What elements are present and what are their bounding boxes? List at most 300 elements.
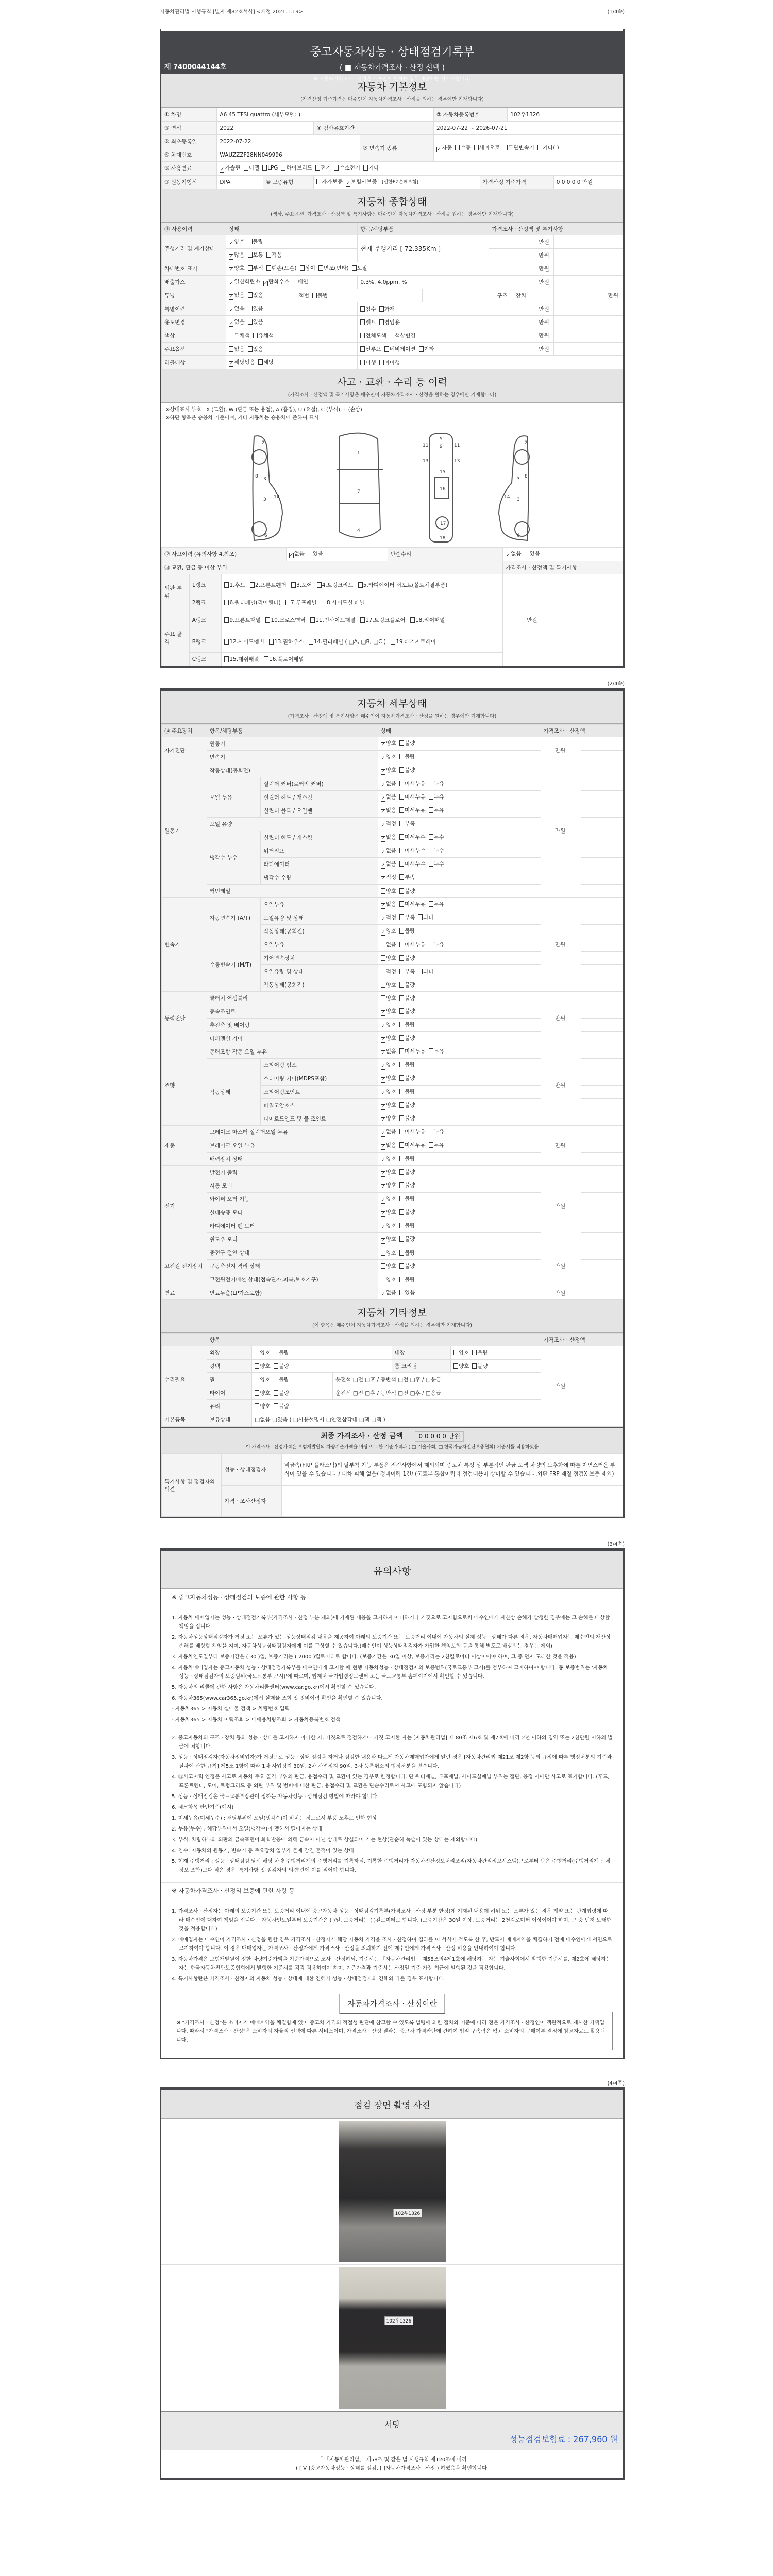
item-state xyxy=(378,1005,541,1019)
checkbox-icon[interactable] xyxy=(224,582,229,588)
item-state xyxy=(378,1019,541,1032)
checkbox-icon[interactable] xyxy=(269,639,274,645)
part-option xyxy=(285,600,317,606)
checkbox-icon[interactable] xyxy=(399,1142,404,1148)
checkbox-icon[interactable] xyxy=(381,969,385,974)
checkbox-icon[interactable] xyxy=(399,888,404,894)
checkbox-icon[interactable] xyxy=(399,781,404,786)
option-label: 양호 xyxy=(260,1350,271,1356)
checkbox-icon[interactable] xyxy=(399,914,404,920)
notes-list-2 xyxy=(172,1734,613,1882)
checkbox-icon[interactable] xyxy=(285,600,290,605)
checkbox-icon[interactable] xyxy=(472,1350,477,1355)
checkbox-icon[interactable] xyxy=(399,807,404,813)
option-label: 도말 xyxy=(357,265,368,272)
item-state xyxy=(378,1112,541,1126)
checkbox-icon[interactable] xyxy=(248,265,253,271)
checkbox-checked-icon[interactable]: ✓ xyxy=(381,1238,385,1243)
price-note xyxy=(581,1005,623,1019)
checkbox-checked-icon[interactable]: ✓ xyxy=(381,1010,385,1015)
checkbox-icon[interactable] xyxy=(399,1022,404,1027)
checkbox-checked-icon[interactable]: ✓ xyxy=(506,553,510,558)
checkbox-icon[interactable] xyxy=(399,1048,404,1054)
label: 휠 xyxy=(207,1373,252,1386)
checkbox-option xyxy=(381,794,396,800)
checkbox-icon[interactable] xyxy=(418,969,423,974)
checkbox-icon[interactable] xyxy=(399,1263,404,1269)
checkbox-checked-icon[interactable]: ✓ xyxy=(381,863,385,868)
checkbox-icon[interactable] xyxy=(229,346,233,352)
checkbox-icon[interactable] xyxy=(399,901,404,907)
checkbox-option xyxy=(229,333,249,339)
checkbox-icon[interactable] xyxy=(266,265,271,271)
checkbox-option xyxy=(363,165,379,171)
checkbox-option xyxy=(300,265,315,272)
checkbox-icon[interactable] xyxy=(229,333,233,338)
checkbox-checked-icon[interactable]: ✓ xyxy=(229,241,233,246)
checkbox-checked-icon[interactable]: ✓ xyxy=(220,167,224,172)
checkbox-icon[interactable] xyxy=(360,333,365,338)
wheel-position: 운전석 □전 □후 / 동반석 □전 □후 / □응급 xyxy=(333,1373,541,1386)
checkbox-option xyxy=(399,1250,415,1256)
checkbox-icon[interactable] xyxy=(352,265,357,271)
checkbox-icon[interactable] xyxy=(399,861,404,867)
checkbox-icon[interactable] xyxy=(455,145,460,150)
option-label: 있음 xyxy=(253,306,263,312)
checkbox-icon[interactable] xyxy=(399,1277,404,1282)
item-state xyxy=(378,938,541,952)
price-note xyxy=(581,1153,623,1166)
item-state xyxy=(378,1219,541,1233)
checkbox-option xyxy=(381,1008,396,1014)
checkbox-option xyxy=(399,1129,426,1135)
checkbox-icon[interactable] xyxy=(537,145,542,150)
checkbox-checked-icon[interactable]: ✓ xyxy=(381,1144,385,1149)
price-note xyxy=(581,1179,623,1193)
checkbox-checked-icon[interactable]: ✓ xyxy=(381,903,385,908)
option-label: 불량 xyxy=(405,1062,415,1068)
checkbox-icon[interactable] xyxy=(248,239,253,244)
checkbox-option xyxy=(248,292,263,298)
checkbox-checked-icon[interactable]: ✓ xyxy=(381,836,385,841)
note-item: 2. 매매업자는 매수인이 가격조사 · 산정을 원할 경우 가격조사 · 산정자가 해당 자동차 가격을 조사 · 산정하여 결과를 이 서식에 적도록 한 후, 반드시 매매계약을 체결하기 전에 매수인에게 서면으로 고지하여야 합니다. 이 경우 매매업자는 가격조사 · 산정자에게 가격조사 · 산정을 의뢰하기 전에 매수인에게 가격조사 · 산정 비용을 안내하여야 합니다. xyxy=(172,1937,613,1952)
option-label: 수소전기 xyxy=(339,165,361,171)
license-plate: 102우1326 xyxy=(384,2316,414,2325)
checkbox-icon[interactable] xyxy=(399,754,404,759)
photo-row xyxy=(161,2119,623,2265)
checkbox-icon[interactable] xyxy=(358,582,363,588)
part-label: 18.리어패널 xyxy=(415,617,445,623)
option-label: 전기 xyxy=(321,165,331,171)
checkbox-icon[interactable] xyxy=(334,165,339,171)
checkbox-icon[interactable] xyxy=(384,346,389,352)
checkbox-icon[interactable] xyxy=(310,617,315,623)
checkbox-icon[interactable] xyxy=(453,1350,458,1355)
checkbox-checked-icon[interactable]: ✓ xyxy=(381,1198,385,1203)
checkbox-icon[interactable] xyxy=(293,279,297,284)
checkbox-checked-icon[interactable]: ✓ xyxy=(381,809,385,815)
checkbox-option xyxy=(293,279,308,285)
price-note xyxy=(553,343,623,356)
checkbox-icon[interactable] xyxy=(309,639,313,645)
price-note xyxy=(581,777,623,791)
checkbox-icon[interactable] xyxy=(399,1102,404,1108)
checkbox-checked-icon[interactable]: ✓ xyxy=(381,1024,385,1029)
checkbox-icon[interactable] xyxy=(244,165,248,171)
checkbox-icon[interactable] xyxy=(318,265,323,271)
checkbox-checked-icon[interactable]: ✓ xyxy=(381,917,385,922)
item-label: 스티어링 펌프 xyxy=(261,1059,378,1072)
checkbox-icon[interactable] xyxy=(381,1263,385,1269)
notes-list-1 xyxy=(172,1606,613,1732)
checkbox-option xyxy=(220,165,240,171)
checkbox-checked-icon[interactable]: ✓ xyxy=(381,769,385,774)
checkbox-icon[interactable] xyxy=(274,1390,278,1396)
option-label: 이행 xyxy=(365,360,376,366)
checkbox-checked-icon[interactable]: ✓ xyxy=(381,796,385,801)
checkbox-checked-icon[interactable]: ✓ xyxy=(264,281,268,286)
option-label: 세미오토 xyxy=(479,145,500,151)
option-label: 장치 xyxy=(515,293,527,299)
registration-number: 102우1326 xyxy=(508,108,623,122)
checkbox-icon[interactable] xyxy=(255,1350,259,1355)
note-item: - 자동차365 > 자동차 실매물 검색 > 차량번호 입력 xyxy=(172,1706,290,1712)
checkbox-icon[interactable] xyxy=(399,982,404,988)
checkbox-icon[interactable] xyxy=(379,319,384,325)
checkbox-icon[interactable] xyxy=(474,145,479,150)
checkbox-icon[interactable] xyxy=(322,600,326,605)
option-label: 양호 xyxy=(385,1209,397,1215)
column-header: 가격조사 · 산정액 xyxy=(541,725,623,737)
checkbox-icon[interactable] xyxy=(429,1142,433,1148)
checkbox-icon[interactable] xyxy=(255,1390,259,1396)
checkbox-icon[interactable] xyxy=(391,639,395,645)
checkbox-icon[interactable] xyxy=(418,914,423,920)
checkbox-icon[interactable] xyxy=(274,1377,278,1382)
checkbox-checked-icon[interactable]: ✓ xyxy=(381,1171,385,1176)
checkbox-checked-icon[interactable]: ✓ xyxy=(381,1211,385,1216)
checkbox-checked-icon[interactable]: ✓ xyxy=(229,361,233,366)
checkbox-checked-icon[interactable]: ✓ xyxy=(381,1104,385,1109)
checkbox-icon[interactable] xyxy=(429,942,433,947)
notes-subtitle: ※ 중고자동차성능 · 상태점검의 보증에 관한 사항 등 xyxy=(161,1589,623,1606)
checkbox-checked-icon[interactable]: ✓ xyxy=(381,1050,385,1056)
option-label: 과다 xyxy=(423,914,434,921)
checkbox-icon[interactable] xyxy=(224,639,229,645)
checkbox-icon[interactable] xyxy=(264,656,268,662)
option-label: 양호 xyxy=(385,1089,397,1095)
note-item: 2. 중고자동차의 구조 · 장치 등의 성능 · 상태를 고지하지 아니한 자, 거짓으로 점검하거나 거짓 고지한 자는 [자동차관리법] 제 80조 제6호 및 제7호에 따라 2년 이하의 징역 또는 2천만원 이하의 벌금에 처합니다. xyxy=(172,1735,613,1750)
checkbox-icon[interactable] xyxy=(250,582,255,588)
checkbox-icon[interactable] xyxy=(224,656,229,662)
checkbox-icon[interactable] xyxy=(248,346,253,352)
checkbox-icon[interactable] xyxy=(429,794,433,800)
checkbox-icon[interactable] xyxy=(399,834,404,840)
checkbox-option xyxy=(399,767,415,773)
checkbox-icon[interactable] xyxy=(429,834,433,840)
checkbox-icon[interactable] xyxy=(399,1035,404,1041)
checkbox-icon[interactable] xyxy=(253,333,258,338)
checkbox-icon[interactable] xyxy=(492,293,496,298)
checkbox-icon[interactable] xyxy=(399,794,404,800)
checkbox-icon[interactable] xyxy=(399,1062,404,1067)
option-label: 미세누유 xyxy=(405,1142,426,1148)
checkbox-checked-icon[interactable]: ✓ xyxy=(381,850,385,855)
checkbox-icon[interactable] xyxy=(266,252,271,258)
checkbox-checked-icon[interactable]: ✓ xyxy=(229,281,233,286)
checkbox-icon[interactable] xyxy=(399,1236,404,1242)
checkbox-icon[interactable] xyxy=(360,306,365,312)
item-label: 구동축전지 격리 상태 xyxy=(207,1260,378,1273)
checkbox-checked-icon[interactable]: ✓ xyxy=(437,147,441,152)
checkbox-icon[interactable] xyxy=(429,1129,433,1134)
checkbox-icon[interactable] xyxy=(525,551,529,556)
checkbox-icon[interactable] xyxy=(255,1363,259,1369)
checkbox-icon[interactable] xyxy=(258,359,263,365)
checkbox-checked-icon[interactable]: ✓ xyxy=(381,783,385,788)
device-group: 연료 xyxy=(162,1286,207,1300)
definition-text: ※ "가격조사 · 산정"은 소비자가 매매계약을 체결함에 있어 중고차 가격의 적절성 판단에 참고할 수 있도록 법령에 의한 절차와 기준에 따라 전문 가격조사 · 산정인이 객관적으로 제시한 가액입니다. 따라서 "가격조사 · 산정"은 소비자의 자율적 선택에 따른 서비스이며, 가격조사 · 산정 결과는 중고차 가격판단에 관하여 법적 구속력은 없고 소비자의 구매여부 결정에 참고자료로 활용됩니다. xyxy=(176,2020,606,2043)
checkbox-icon[interactable] xyxy=(360,346,365,352)
legend-symbols: ※상태표시 부호 : X (교환), W (판금 또는 용접), A (흠집), U (요철), C (부식), T (손상) xyxy=(165,407,362,413)
checkbox-icon[interactable] xyxy=(308,551,312,556)
checkbox-icon[interactable] xyxy=(381,1250,385,1256)
checkbox-option xyxy=(453,1350,469,1356)
checkbox-icon[interactable] xyxy=(381,955,385,961)
price-note xyxy=(581,1045,623,1059)
price-note xyxy=(581,1246,623,1260)
checkbox-checked-icon[interactable]: ✓ xyxy=(381,1184,385,1190)
svg-text:16: 16 xyxy=(440,487,446,492)
checkbox-checked-icon[interactable]: ✓ xyxy=(381,1131,385,1136)
checkbox-checked-icon[interactable]: ✓ xyxy=(381,1158,385,1163)
gloss-state xyxy=(252,1360,392,1373)
option-label: 불량 xyxy=(405,1250,415,1256)
appraisal-definition xyxy=(172,1999,613,2050)
checkbox-icon[interactable] xyxy=(255,1377,259,1382)
checkbox-icon[interactable] xyxy=(262,165,267,171)
checkbox-option xyxy=(381,807,396,814)
checkbox-icon[interactable] xyxy=(379,306,384,312)
license-plate: 102우1326 xyxy=(393,2209,423,2217)
checkbox-icon[interactable] xyxy=(274,1363,278,1369)
checkbox-icon[interactable] xyxy=(399,1008,404,1014)
item-label: 파워고압호스 xyxy=(261,1099,378,1112)
detail-status-header xyxy=(161,691,623,724)
checkbox-icon[interactable] xyxy=(429,1048,433,1054)
note-item: 3. 자동차가격은 보험개발원이 정한 차량기준가액을 기준가격으로 조사 · 산정하되, 기준서는 「자동차관리법」 제58조의4제1호에 해당하는 자는 기술사회에서 발행한 기준서를, 제2호에 해당하는 자는 한국자동차진단보증협회에서 발행한 기준서를 각각 적용하여야 하며, 기준가격과 기준서는 산정일 기준 가장 최근에 발행된 것을 적용합니다. xyxy=(172,1957,611,1971)
option-label: 불량 xyxy=(405,928,415,934)
part-label: 7.루프패널 xyxy=(291,600,317,606)
checkbox-icon[interactable] xyxy=(399,740,404,746)
checkbox-option xyxy=(381,942,396,948)
checkbox-icon[interactable] xyxy=(381,995,385,1001)
checkbox-icon[interactable] xyxy=(390,333,394,338)
option-label: 양호 xyxy=(260,1403,271,1410)
checkbox-icon[interactable] xyxy=(503,145,508,150)
checkbox-option xyxy=(381,1277,396,1283)
checkbox-icon[interactable] xyxy=(315,165,320,171)
price-note xyxy=(581,925,623,938)
checkbox-checked-icon[interactable]: ✓ xyxy=(229,321,233,326)
checkbox-icon[interactable] xyxy=(399,1250,404,1256)
checkbox-icon[interactable] xyxy=(224,617,229,623)
item-label: 냉각수 수량 xyxy=(261,871,378,885)
checkbox-icon[interactable] xyxy=(429,781,433,786)
checkbox-checked-icon[interactable]: ✓ xyxy=(381,1077,385,1082)
checkbox-icon[interactable] xyxy=(419,346,424,352)
car-top-icon xyxy=(337,433,383,538)
checkbox-icon[interactable] xyxy=(511,293,515,298)
checkbox-icon[interactable] xyxy=(399,1209,404,1215)
checkbox-option xyxy=(381,1048,396,1055)
price-note xyxy=(581,1072,623,1086)
checkbox-option xyxy=(381,955,396,961)
checkbox-icon[interactable] xyxy=(453,1363,458,1369)
option-label: 불량 xyxy=(278,1363,289,1369)
checkbox-checked-icon[interactable]: ✓ xyxy=(381,742,385,748)
checkbox-icon[interactable] xyxy=(429,807,433,813)
checkbox-icon[interactable] xyxy=(316,179,321,184)
checkbox-option xyxy=(399,995,415,1002)
checkbox-icon[interactable] xyxy=(312,293,317,298)
checkbox-icon[interactable] xyxy=(399,1156,404,1161)
transmission-options xyxy=(434,135,623,162)
checkbox-checked-icon[interactable]: ✓ xyxy=(289,553,294,558)
checkbox-icon[interactable] xyxy=(317,582,322,588)
checkbox-icon[interactable] xyxy=(429,861,433,867)
checkbox-icon[interactable] xyxy=(381,982,385,988)
checkbox-icon[interactable] xyxy=(399,1182,404,1188)
checkbox-icon[interactable] xyxy=(429,901,433,907)
option-label: 누유 xyxy=(433,901,444,907)
checkbox-icon[interactable] xyxy=(265,617,270,623)
label: 외장 xyxy=(207,1346,252,1360)
checkbox-icon[interactable] xyxy=(399,848,404,853)
checkbox-icon[interactable] xyxy=(294,293,298,298)
option-label: 미세누유 xyxy=(405,1048,426,1055)
label: 타이어 xyxy=(207,1386,252,1400)
note-item: 4. ⑫사고이력 인정은 사고로 자동차 주요 골격 부위의 판금, 용접수리 및 교환이 있는 경우로 한정합니다. 단 쿼터패널, 루프패널, 사이드실패널 부위는 절단, 용접 시에만 사고로 표기합니다. (후드, 프론트펜더, 도어, 트렁크리드 등 외판 부위 및 범퍼에 대한 판금, 용접수리 및 교환은 단순수리로서 사고에 포함되지 않습니다) xyxy=(172,1774,610,1789)
checkbox-option xyxy=(379,306,395,312)
checkbox-icon[interactable] xyxy=(399,1223,404,1228)
price-note xyxy=(581,885,623,898)
checkbox-icon[interactable] xyxy=(399,1115,404,1121)
checkbox-option xyxy=(381,1156,396,1162)
checkbox-icon[interactable] xyxy=(399,928,404,934)
price-note xyxy=(581,1112,623,1126)
checkbox-checked-icon[interactable]: ✓ xyxy=(381,1037,385,1042)
item-state xyxy=(378,818,541,831)
checkbox-icon[interactable] xyxy=(255,1403,259,1409)
checkbox-icon[interactable] xyxy=(399,1075,404,1081)
checkbox-checked-icon[interactable]: ✓ xyxy=(346,181,350,186)
checkbox-icon[interactable] xyxy=(360,319,365,325)
checkbox-icon[interactable] xyxy=(274,1350,278,1355)
checkbox-icon[interactable] xyxy=(410,617,415,623)
label: 수리필요 xyxy=(162,1346,207,1413)
checkbox-icon[interactable] xyxy=(360,360,365,365)
checkbox-checked-icon[interactable]: ✓ xyxy=(381,823,385,828)
checkbox-checked-icon[interactable]: ✓ xyxy=(229,308,233,313)
checkbox-option xyxy=(248,306,263,312)
notes-subtitle: ※ 자동차가격조사 · 산정의 보증에 관한 사항 등 xyxy=(161,1882,623,1900)
checkbox-icon[interactable] xyxy=(224,600,229,605)
checkbox-icon[interactable] xyxy=(399,1290,404,1295)
checkbox-icon[interactable] xyxy=(399,1169,404,1175)
checkbox-checked-icon[interactable]: ✓ xyxy=(381,1091,385,1096)
checkbox-icon[interactable] xyxy=(399,821,404,826)
checkbox-checked-icon[interactable]: ✓ xyxy=(381,1117,385,1123)
checkbox-icon[interactable] xyxy=(248,306,253,311)
checkbox-icon[interactable] xyxy=(429,848,433,853)
checkbox-option xyxy=(229,239,244,245)
price-note xyxy=(581,1233,623,1246)
checkbox-checked-icon[interactable]: ✓ xyxy=(229,254,233,259)
price-note xyxy=(581,952,623,965)
label: ⑧ 사용연료 xyxy=(162,162,217,175)
checkbox-icon[interactable] xyxy=(300,265,305,271)
checkbox-icon[interactable] xyxy=(363,165,368,171)
checkbox-icon[interactable] xyxy=(381,888,385,894)
tire-state xyxy=(252,1386,333,1400)
checkbox-icon[interactable] xyxy=(248,292,253,298)
checkbox-icon[interactable] xyxy=(360,617,365,623)
checkbox-option xyxy=(360,306,376,312)
checkbox-checked-icon[interactable]: ✓ xyxy=(381,1064,385,1069)
checkbox-option xyxy=(229,306,244,312)
checkbox-icon[interactable] xyxy=(399,1089,404,1094)
checkbox-icon[interactable] xyxy=(379,360,384,365)
checkbox-icon[interactable] xyxy=(399,1129,404,1134)
checkbox-checked-icon[interactable]: ✓ xyxy=(381,756,385,761)
option-label: 부족 xyxy=(405,874,415,880)
checkbox-icon[interactable] xyxy=(281,165,285,171)
checkbox-icon[interactable] xyxy=(248,319,253,325)
option-label: 누수 xyxy=(433,834,444,840)
checkbox-icon[interactable] xyxy=(472,1363,477,1369)
note-item: 3. 성능 · 상태점검자(자동차정비업자)가 거짓으로 성능 · 상태 점검을 하거나 점검한 내용과 다르게 자동차매매업자에게 알린 경우 [자동차관리법 제21조 제2항 등의 규정에 따른 행정처분의 기준과 절차에 관한 규칙] 제5조 1항에 따라 1차 사업정지 30일, 2차 사업정지 90일, 3차 등록취소의 행정처분을 받습니다. xyxy=(172,1755,612,1769)
checkbox-checked-icon[interactable]: ✓ xyxy=(229,294,233,299)
checkbox-icon[interactable] xyxy=(399,955,404,961)
price-note xyxy=(581,1059,623,1072)
checkbox-option xyxy=(381,821,396,827)
checkbox-checked-icon[interactable]: ✓ xyxy=(381,930,385,935)
checkbox-option xyxy=(399,914,415,921)
checkbox-icon[interactable] xyxy=(381,1277,385,1282)
checkbox-icon[interactable] xyxy=(399,1196,404,1201)
checkbox-icon[interactable] xyxy=(381,942,385,947)
note-item: 6. 체크항목 판단기준(예시) xyxy=(172,1805,234,1810)
checkbox-icon[interactable] xyxy=(399,874,404,880)
checkbox-checked-icon[interactable]: ✓ xyxy=(381,1292,385,1297)
checkbox-checked-icon[interactable]: ✓ xyxy=(229,267,233,273)
checkbox-icon[interactable] xyxy=(274,1403,278,1409)
checkbox-option xyxy=(399,901,426,907)
checkbox-icon[interactable] xyxy=(399,767,404,773)
checkbox-icon[interactable] xyxy=(248,252,253,258)
checkbox-icon[interactable] xyxy=(399,995,404,1001)
photo-row xyxy=(161,2265,623,2411)
checkbox-checked-icon[interactable]: ✓ xyxy=(381,1225,385,1230)
checkbox-checked-icon[interactable]: ✓ xyxy=(381,876,385,882)
checkbox-icon[interactable] xyxy=(399,942,404,947)
checkbox-option xyxy=(419,346,434,352)
checkbox-option xyxy=(381,969,396,975)
checkbox-icon[interactable] xyxy=(291,582,296,588)
price-unit: 만원 xyxy=(489,235,553,249)
checkbox-icon[interactable] xyxy=(399,969,404,974)
